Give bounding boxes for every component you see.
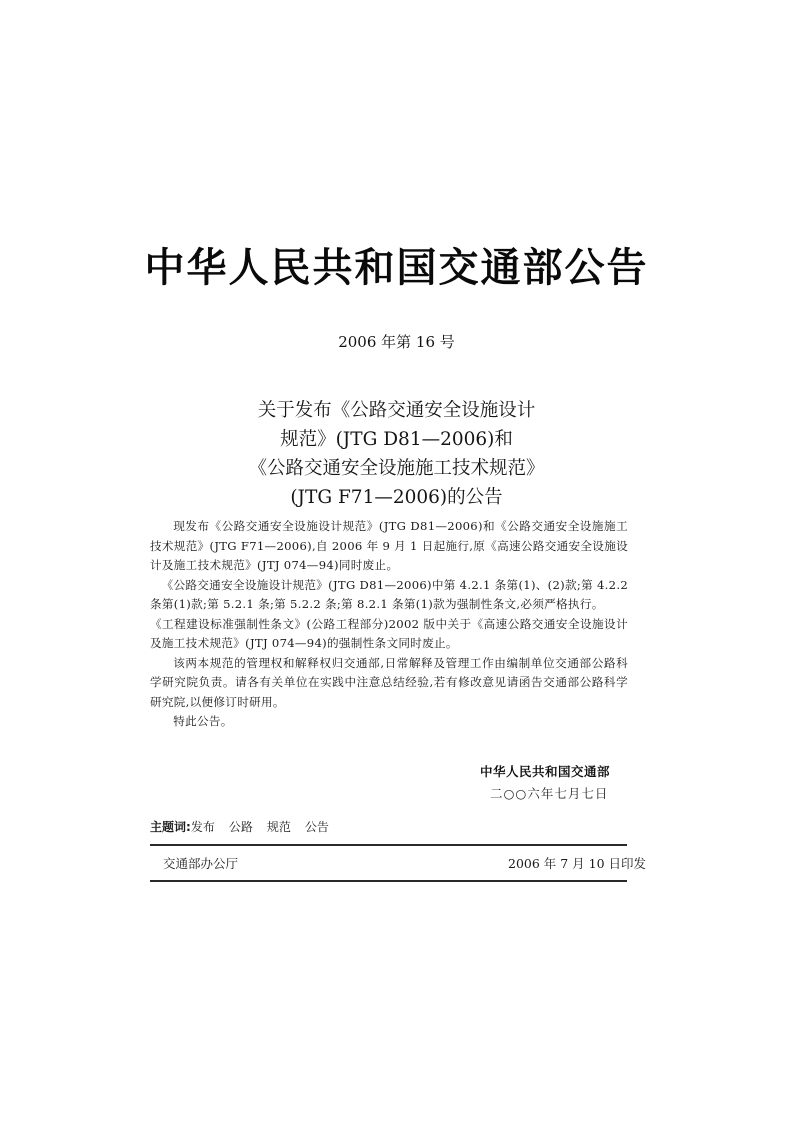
print-date: 2006 年 7 月 10 日印发 xyxy=(508,856,647,871)
body-paragraph: 《公路交通安全设施设计规范》(JTG D81—2006)中第 4.2.1 条第(1)、(2)款;第 4.2.2 条第(1)款;第 5.2.1 条;第 5.2.2 条;第 8.2.1 条第(1)款为强制性条文,必须严格执行。 xyxy=(150,577,628,611)
announcement-subject xyxy=(0,396,793,512)
signer: 中华人民共和国交通部 xyxy=(480,764,611,779)
announcement-body xyxy=(150,517,628,732)
subject-line: 规范》(JTG D81—2006)和 xyxy=(280,429,513,450)
subject-line: (JTG F71—2006)的公告 xyxy=(290,487,503,508)
issue-number: 2006 年第 16 号 xyxy=(338,333,455,351)
divider-bottom xyxy=(150,880,627,882)
issuing-office: 交通部办公厅 xyxy=(163,856,239,871)
signed-date: 二○○六年七月七日 xyxy=(490,786,609,801)
body-paragraph: 特此公告。 xyxy=(173,714,233,728)
keyword: 公告 xyxy=(304,820,329,834)
body-paragraph: 现发布《公路交通安全设施设计规范》(JTG D81—2006)和《公路交通安全设施施工技术规范》(JTG F71—2006),自 2006 年 9 月 1 日起施行,原《高速公路交通安全设施设计及施工技术规范》(JTJ 074—94)同时废止。 xyxy=(150,519,628,572)
document-title: 中华人民共和国交通部公告 xyxy=(144,245,649,291)
body-paragraph: 《工程建设标准强制性条文》(公路工程部分)2002 版中关于《高速公路交通安全设施设计及施工技术规范》(JTJ 074—94)的强制性条文同时废止。 xyxy=(150,616,628,650)
keyword: 发布 xyxy=(190,820,215,834)
keywords-label: 主题词: xyxy=(150,820,191,834)
keywords-row xyxy=(150,818,343,835)
keyword: 公路 xyxy=(228,820,253,834)
subject-line: 关于发布《公路交通安全设施设计 xyxy=(257,400,536,421)
divider-top xyxy=(150,844,627,846)
keyword: 规范 xyxy=(266,820,291,834)
subject-line: 《公路交通安全设施施工技术规范》 xyxy=(248,458,545,479)
body-paragraph: 该两本规范的管理权和解释权归交通部,日常解释及管理工作由编制单位交通部公路科学研究院负责。请各有关单位在实践中注意总结经验,若有修改意见请函告交通部公路科学研究院,以便修订时研用。 xyxy=(150,655,628,709)
